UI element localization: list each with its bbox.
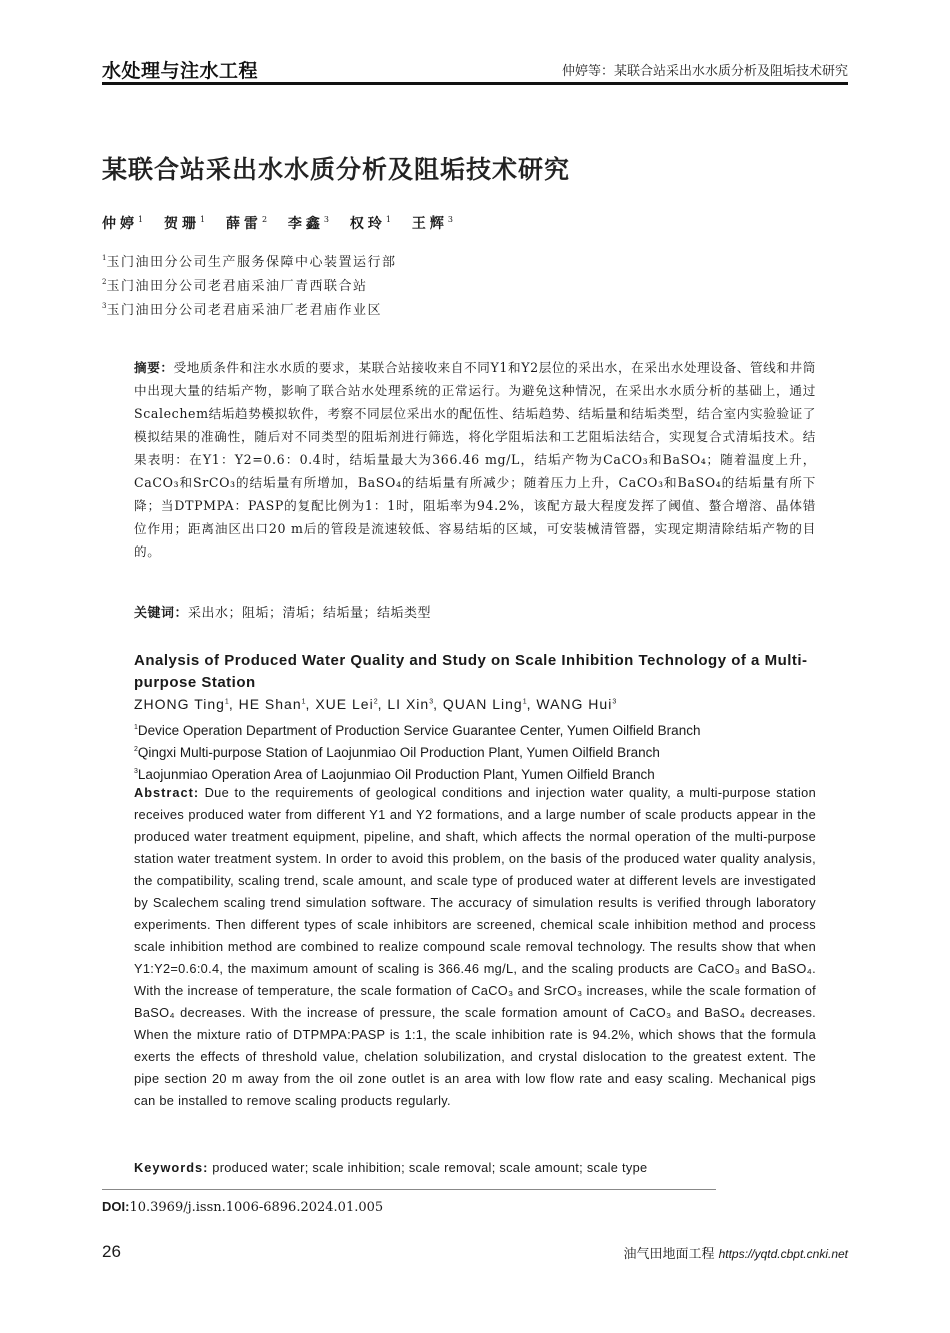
author-cn [288,216,329,232]
article-title-cn: 某联合站采出水水质分析及阻垢技术研究 [102,155,571,184]
author-affil-mark: 1 [301,698,306,706]
author-affil-mark: 2 [373,698,378,706]
keywords-cn-text: 采出水；阻垢；清垢；结垢量；结垢类型 [188,606,432,621]
author-cn [226,216,267,232]
keywords-en-label: Keywords: [134,1160,209,1175]
affil-mark: 3 [134,768,138,775]
author-name: HE Shan [238,696,302,712]
keywords-cn [134,602,816,625]
abstract-en [134,782,816,1112]
author-affil-mark: 1 [385,215,391,224]
author-name: 李鑫 [287,216,324,232]
doi-line [102,1199,383,1215]
author-list-cn [102,213,465,233]
affil-text: Device Operation Department of Production Service Guarantee Center, Yumen Oilfield Branch [137,723,701,738]
keywords-cn-label: 关键词： [134,606,189,621]
affiliation-en [134,761,816,783]
author-name: 权玲 [349,216,386,232]
abstract-en-label: Abstract: [134,785,200,800]
keywords-en [134,1157,816,1179]
article-title-en: Analysis of Produced Water Quality and Study on Scale Inhibition Technology of a Multi-purpose Station [134,652,808,691]
affiliations-en [134,717,816,783]
affil-text: 玉门油田分公司老君庙采油厂老君庙作业区 [106,303,382,318]
affiliation-en [134,717,816,739]
abstract-cn-text: 受地质条件和注水水质的要求，某联合站接收来自不同Y1和Y2层位的采出水，在采出水处理设备、管线和井筒中出现大量的结垢产物，影响了联合站水处理系统的正常运行。为避免这种情况，在采出水水质分析的基础上，通过Scalechem结垢趋势模拟软件，考察不同层位采出水的配伍性、结垢趋势、结垢量和结垢类型，结合室内实验验证了模拟结果的准确性，随后对不同类型的阻垢剂进行筛选，将化学阻垢法和工艺阻垢法结合，实现复合式清垢技术。结果表明：在Y1：Y2=0.6：0.4时，结垢量最大为366.46 mg/L，结垢产物为CaCO₃和BaSO₄；随着温度上升，CaCO₃和SrCO₃的结垢量有所增加，BaSO₄的结垢量有所减少；随着压力上升，CaCO₃和BaSO₄的结垢量有所下降；当DTPMPA：PASP的复配比例为1：1时，阻垢率为94.2%，该配方最大程度发挥了阈值、螯合增溶、晶体错位作用；距离油区出口20 m后的管段是流速较低、容易结垢的区域，可安装械清管器，实现定期清除结垢产物的目的。 [134,360,816,559]
abstract-cn-label: 摘要： [134,360,174,375]
author-affil-mark: 3 [612,698,617,706]
author-name: 薛雷 [225,216,262,232]
affil-text: 玉门油田分公司生产服务保障中心装置运行部 [106,255,397,270]
author-name: LI Xin [387,696,430,712]
affiliations-cn [102,246,396,318]
author-name: 仲婷 [102,216,138,232]
doi-label: DOI: [102,1199,130,1214]
author-affil-mark: 1 [224,698,229,706]
abstract-cn [134,356,816,563]
header-rule [102,82,848,85]
journal-url-link[interactable]: https://yqtd.cbpt.cnki.net [718,1247,848,1261]
author-affil-mark: 1 [522,698,527,706]
page-number: 26 [102,1242,121,1261]
author-cn [164,216,205,232]
author-affil-mark: 3 [323,215,329,224]
affil-mark: 3 [102,302,107,310]
author-name: ZHONG Ting [134,696,225,712]
author-name: XUE Lei [315,696,374,712]
author-cn [102,216,143,232]
affil-mark: 1 [102,254,107,262]
footer-journal [623,1243,848,1262]
abstract-en-text: Due to the requirements of geological conditions and injection water quality, a multi-purpose station receives produced water from different Y1 and Y2 formations, and a large number of scale products appear in the produced water treatment equipment, pipeline, and shaft, which affects the normal operation of the multi-purpose station water treatment system. In order to avoid this problem, on the basis of the produced water quality analysis, the compatibility, scaling trend, scale amount, and scale type of produced water at different levels are investigated by Scalechem scaling trend simulation software. The accuracy of simulation results is verified through laboratory experiments. Then different types of scale inhibitors are screened, chemical scale inhibition method and process scale inhibition method are combined to realize compound scale removal technology. The results show that when Y1:Y2=0.6:0.4, the maximum amount of scaling is 366.46 mg/L, and the scaling products are CaCO₃ and BaSO₄. With the increase of temperature, the scale formation of CaCO₃ and SrCO₃ increases, while the scale formation of BaSO₄ decreases. With the increase of pressure, the scale formation amount of CaCO₃ and BaSO₄ decreases. When the mixture ratio of DTPMPA:PASP is 1:1, the scale inhibition rate is 94.2%, which shows that the formula exerts the effects of threshold value, chelation solubilization, and crystal dislocation to the greatest extent. The pipe section 20 m away from the oil zone outlet is an area with low flow rate and easy scaling. Mechanical pigs can be installed to remove scaling products regularly. [134,785,816,1108]
author-name: WANG Hui [536,696,613,712]
affil-mark: 2 [134,746,138,753]
affiliation-cn [102,294,396,318]
author-en: QUAN Ling$^1$, [442,696,537,712]
journal-section-name: 水处理与注水工程 [102,60,259,82]
author-en: HE Shan$^1$, [238,696,316,712]
author-name: QUAN Ling [442,696,523,712]
author-en [536,696,616,712]
footer-journal-name: 油气田地面工程 [623,1247,715,1262]
affiliation-cn [102,246,396,270]
author-cn [412,216,453,232]
author-affil-mark: 1 [138,215,144,224]
author-cn [350,216,391,232]
author-name: 贺珊 [163,216,200,232]
doi-link[interactable]: 10.3969/j.issn.1006-6896.2024.01.005 [129,1200,384,1215]
footer-rule [102,1189,716,1190]
author-name: 王辉 [411,216,448,232]
affiliation-en [134,739,816,761]
author-en: XUE Lei$^2$, [315,696,388,712]
keywords-en-text: produced water; scale inhibition; scale removal; scale amount; scale type [212,1160,648,1175]
affil-mark: 2 [102,278,107,286]
affil-text: Qingxi Multi-purpose Station of Laojunmiao Oil Production Plant, Yumen Oilfield Branch [137,745,660,760]
running-title: 仲婷等：某联合站采出水水质分析及阻垢技术研究 [561,64,848,79]
author-en: ZHONG Ting$^1$, [134,696,239,712]
affil-mark: 1 [134,724,138,731]
author-affil-mark: 1 [199,215,206,224]
affil-text: 玉门油田分公司老君庙采油厂青西联合站 [106,279,368,294]
author-affil-mark: 3 [429,698,434,706]
author-affil-mark: 2 [261,215,268,224]
author-affil-mark: 3 [447,215,453,224]
author-en: LI Xin$^3$, [387,696,443,712]
affiliation-cn [102,270,396,294]
author-list-en [134,696,816,712]
affil-text: Laojunmiao Operation Area of Laojunmiao Oil Production Plant, Yumen Oilfield Branch [137,767,655,782]
